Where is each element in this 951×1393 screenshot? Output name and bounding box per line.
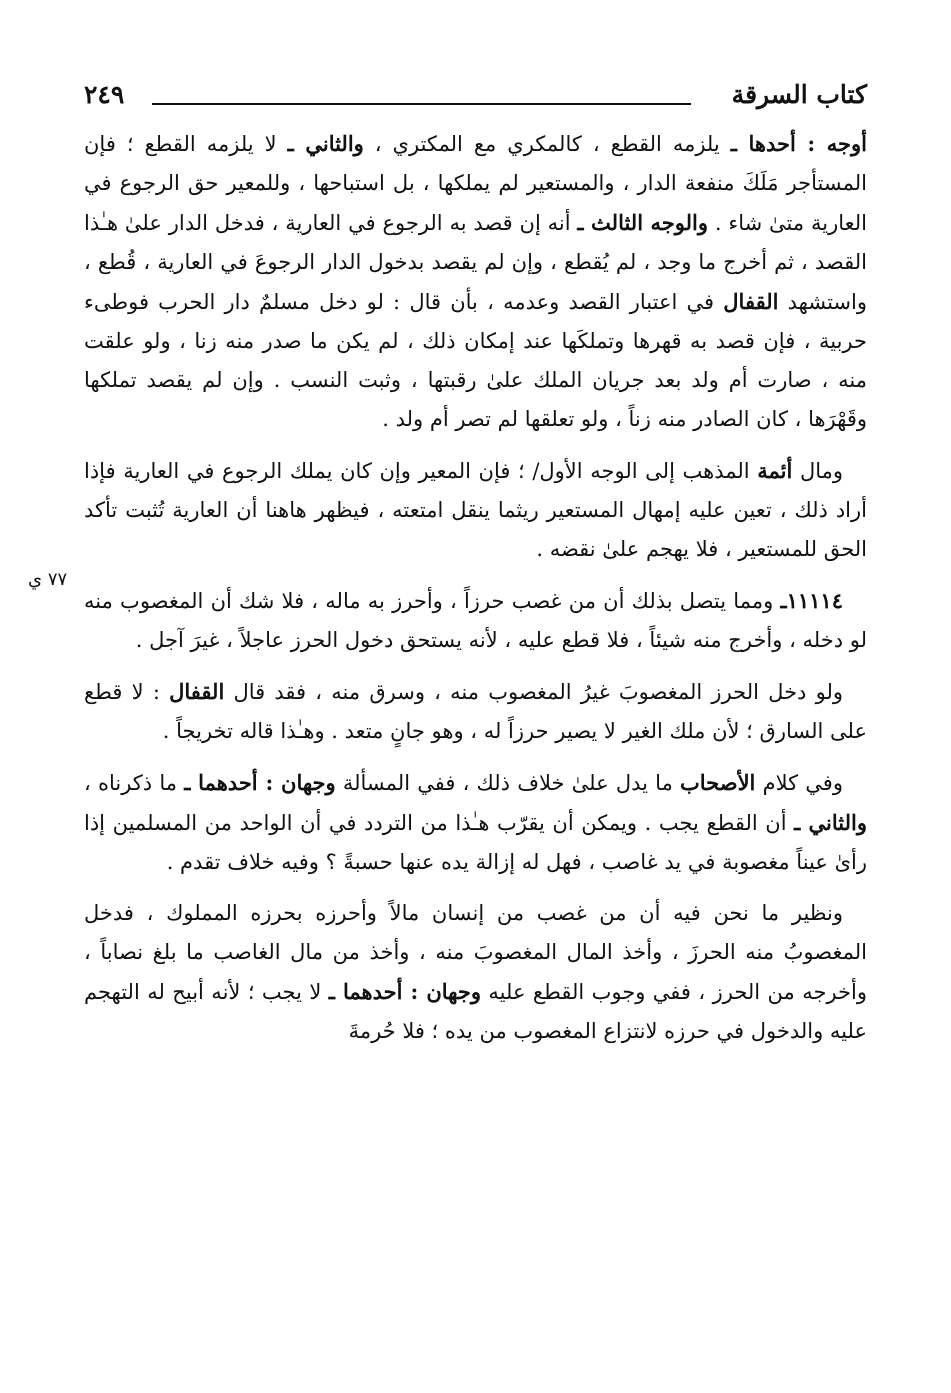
text-run: وفي كلام — [755, 771, 843, 795]
paragraph — [84, 451, 867, 569]
text-run: يلزمه القطع ، كالمكري مع المكتري ، — [363, 132, 731, 156]
text-run: أن القطع يجب . ويمكن أن يقرّب هـٰذا من التردد في أن الواحد من المسلمين إذا رأىٰ عيناً مغصوبة في يد غاصب ، فهل له إزالة يده عنها حسبةً ؟ وفيه خلاف تقدم . — [84, 811, 867, 874]
text-run: ما ذكرناه ، — [84, 771, 185, 795]
text-run: المذهب إلى الوجه الأول/ ؛ فإن المعير وإن كان يملك الرجوع في العارية فإذا أراد ذلك ، تعين عليه إمهال المستعير ريثما ينقل امتعته ، فيظهر هاهنا أن العارية تُثبت تأكد الحق للمستعير ، فلا يهجم علىٰ نقضه . — [84, 459, 867, 561]
bold-term: القفال — [169, 679, 225, 704]
bold-term: ١١١١٤ـ — [780, 588, 843, 613]
text-run: : لا قطع على السارق ؛ لأن ملك الغير لا يصير حرزاً له ، وهو جانٍ متعد . وهـٰذا قاله تخريجاً . — [84, 680, 867, 743]
text-run: أنه إن قصد به الرجوع في العارية ، فدخل الدار علىٰ هـٰذا القصد ، ثم أخرج ما وجد ، لم يُقطع ، وإن لم يقصد بدخول الدار الرجوعَ في العارية ، قُطع ، واستشهد — [84, 211, 867, 314]
text-run: ولو دخل الحرز المغصوبَ غيرُ المغصوب منه ، وسرق منه ، فقد قال — [224, 680, 843, 704]
text-run: في اعتبار القصد وعدمه ، بأن قال : لو دخل مسلمٌ دار الحرب فوطىء حربية ، فإن قصد به قهرها وتملكَها عند إمكان ذلك ، لم يكن ما صدر منه زنا ، ولو علقت منه ، صارت أم ولد بعد جريان الملك علىٰ رقبتها ، وثبت النسب . وإن لم يقصد تملكها وقَهْرَها ، كان الصادر منه زناً ، ولو تعلقها لم تصر أم ولد . — [84, 290, 867, 431]
text-run: ونظير ما نحن فيه أن من غصب من إنسان مالاً وأحرزه بحرزه المملوك ، فدخل المغصوبُ منه الحرزَ ، وأخذ المال المغصوبَ منه ، وأخذ من مال الغاصب ما بلغ نصاباً ، وأخرجه من الحرز ، ففي وجوب القطع عليه — [84, 901, 867, 1004]
bold-term: والثاني ـ — [794, 810, 868, 835]
bold-term: الأصحاب — [680, 770, 756, 795]
page-header — [84, 76, 867, 120]
bold-term: القفال — [723, 289, 779, 314]
text-run: ومما يتصل بذلك أن من غصب حرزاً ، وأحرز به ماله ، فلا شك أن المغصوب منه لو دخله ، وأخرج منه شيئاً ، فلا قطع عليه ، لأنه يستحق دخول الحرز عاجلاً ، غيرَ آجل . — [84, 589, 867, 652]
page-body — [84, 124, 867, 1063]
bold-term: والوجه الثالث ـ — [577, 210, 708, 235]
bold-term: وجهان : أحدهما ـ — [184, 770, 336, 795]
bold-term: أئمة — [757, 458, 793, 483]
paragraph — [84, 124, 867, 439]
text-run: لا يجب ؛ لأنه أبيح له التهجم عليه والدخول في حرزه لانتزاع المغصوب من يده ؛ فلا حُرمةَ — [84, 980, 867, 1043]
paragraph — [84, 894, 867, 1051]
bold-term: أوجه : أحدها ـ — [730, 131, 867, 156]
paragraph — [84, 581, 867, 660]
paragraph — [84, 763, 867, 882]
text-run: لا يلزمه القطع ؛ فإن المستأجر مَلَكَ منفعة الدار ، والمستعير لم يملكها ، بل استباحها ، وللمعير حق الرجوع في العارية متىٰ شاء . — [84, 132, 867, 235]
text-run: ما يدل علىٰ خلاف ذلك ، ففي المسألة — [335, 771, 681, 795]
paragraph — [84, 672, 867, 751]
margin-note: ٧٧ ي — [28, 569, 68, 590]
bold-term: وجهان : أحدهما ـ — [328, 979, 481, 1004]
chapter-title: كتاب السرقة — [731, 80, 867, 109]
bold-term: والثاني ـ — [287, 131, 364, 156]
text-run: ومال — [792, 459, 843, 483]
header-rule — [152, 103, 691, 105]
page-number: ٢٤٩ — [84, 80, 125, 109]
